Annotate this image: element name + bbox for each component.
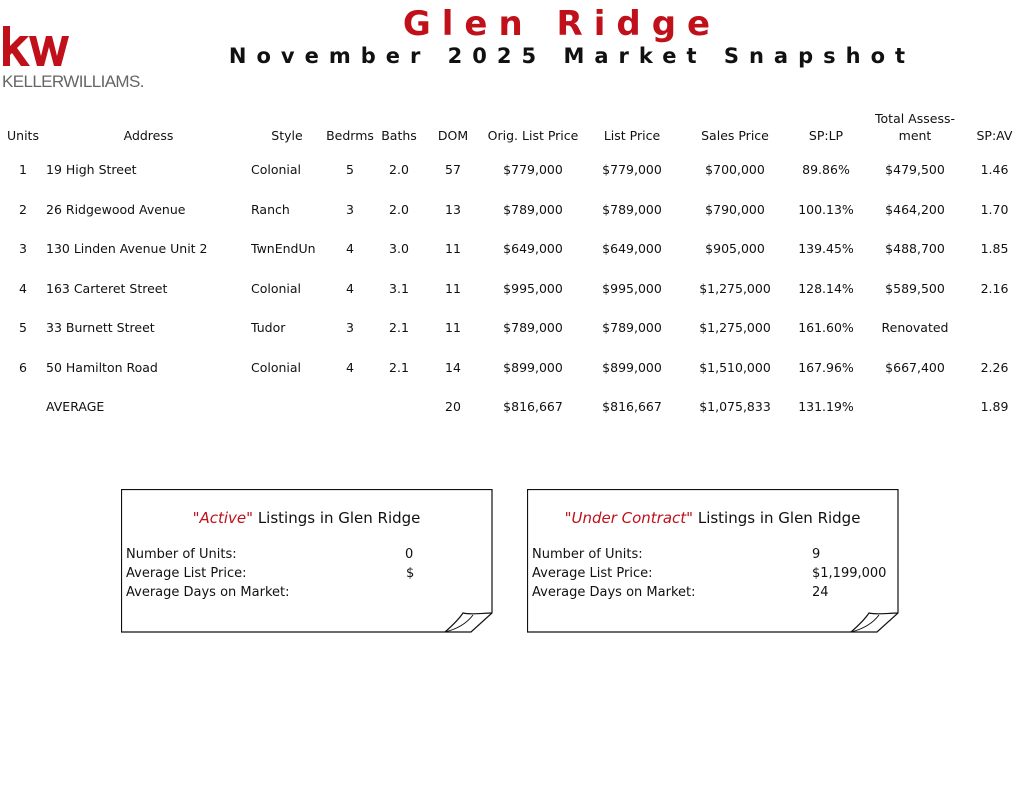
cell-orig-list-price: $816,667 <box>503 399 563 415</box>
cell-address: 26 Ridgewood Avenue <box>46 201 186 217</box>
cell-total-assessment: $589,500 <box>885 280 945 296</box>
cell-sales-price: $790,000 <box>705 201 765 217</box>
active-avg-dom-label: Average Days on Market: <box>126 585 290 600</box>
cell-sales-price: $1,275,000 <box>699 320 771 336</box>
cell-baths: 2.0 <box>389 162 409 178</box>
contract-avg-price-label: Average List Price: <box>532 566 653 581</box>
cell-total-assessment: Renovated <box>881 320 949 336</box>
table-header-row <box>0 94 1024 150</box>
cell-dom: 20 <box>445 399 461 415</box>
logo-wordmark: KELLERWILLIAMS. <box>2 72 144 91</box>
cell-orig-list-price: $789,000 <box>503 201 563 217</box>
cell-style: TwnEndUn <box>251 241 316 257</box>
active-box-title: "Active" Listings in Glen Ridge <box>192 509 421 527</box>
cell-units: 5 <box>19 320 27 336</box>
table-row <box>0 348 1024 388</box>
cell-sp-av: 1.46 <box>980 162 1009 178</box>
cell-sp-av: 2.16 <box>980 280 1009 296</box>
cell-sp-av <box>965 308 1024 348</box>
cell-sales-price: $905,000 <box>705 241 765 257</box>
cell-bedrooms: 3 <box>346 320 354 336</box>
contract-avg-dom-label: Average Days on Market: <box>532 585 696 600</box>
cell-units: 6 <box>19 359 27 375</box>
cell-bedrooms: 4 <box>346 280 354 296</box>
cell-bedrooms: 3 <box>346 201 354 217</box>
active-avg-price-value: $ <box>406 566 415 581</box>
cell-bedrooms: 4 <box>346 359 354 375</box>
active-units-value: 0 <box>405 547 414 562</box>
cell-list-price: $995,000 <box>602 280 662 296</box>
cell-total-assessment: $464,200 <box>885 201 945 217</box>
cell-baths: 3.1 <box>389 280 409 296</box>
contract-avg-dom-value: 24 <box>812 585 829 600</box>
cell-style: Ranch <box>251 201 290 217</box>
cell-dom: 13 <box>445 201 461 217</box>
column-header-address: Address <box>123 128 174 143</box>
cell-units <box>0 387 46 427</box>
cell-dom: 14 <box>445 359 461 375</box>
cell-bedrooms <box>323 387 377 427</box>
table-row <box>0 150 1024 190</box>
cell-units: 4 <box>19 280 27 296</box>
cell-baths: 3.0 <box>389 241 409 257</box>
cell-sp-av: 1.70 <box>980 201 1009 217</box>
cell-baths: 2.1 <box>389 320 409 336</box>
cell-sp-lp: 139.45% <box>798 241 854 257</box>
cell-address: 33 Burnett Street <box>46 320 155 336</box>
column-header-dom: DOM <box>437 128 469 143</box>
cell-dom: 57 <box>445 162 461 178</box>
column-header-sales-price: Sales Price <box>701 128 769 143</box>
cell-list-price: $816,667 <box>602 399 662 415</box>
contract-avg-price-value: $1,199,000 <box>812 566 887 581</box>
cell-total-assessment: $479,500 <box>885 162 945 178</box>
cell-sales-price: $1,510,000 <box>699 359 771 375</box>
cell-orig-list-price: $649,000 <box>503 241 563 257</box>
cell-total-assessment: $667,400 <box>885 359 945 375</box>
page-title: Glen Ridge <box>402 4 722 44</box>
table-row <box>0 308 1024 348</box>
cell-orig-list-price: $995,000 <box>503 280 563 296</box>
contract-units-value: 9 <box>812 547 821 562</box>
column-header-sp-av: SP:AV <box>976 128 1013 143</box>
page-subtitle: November 2025 Market Snapshot <box>228 44 916 68</box>
cell-list-price: $779,000 <box>602 162 662 178</box>
cell-sales-price: $1,275,000 <box>699 280 771 296</box>
cell-style: Colonial <box>251 359 302 375</box>
cell-style: Colonial <box>251 280 302 296</box>
average-row <box>0 387 1024 427</box>
table-row <box>0 190 1024 230</box>
cell-sp-lp: 89.86% <box>802 162 850 178</box>
cell-address: 50 Hamilton Road <box>46 359 158 375</box>
cell-bedrooms: 4 <box>346 241 354 257</box>
cell-orig-list-price: $779,000 <box>503 162 563 178</box>
cell-baths: 2.1 <box>389 359 409 375</box>
cell-units: 2 <box>19 201 27 217</box>
column-header-units: Units <box>7 128 39 143</box>
cell-orig-list-price: $899,000 <box>503 359 563 375</box>
column-header-list-price: List Price <box>603 128 661 143</box>
contract-box-title: "Under Contract" Listings in Glen Ridge <box>564 509 861 527</box>
cell-dom: 11 <box>445 280 461 296</box>
cell-units: 3 <box>19 241 27 257</box>
under-contract-box <box>527 489 898 632</box>
cell-style <box>251 387 323 427</box>
cell-sp-av: 2.26 <box>980 359 1009 375</box>
cell-list-price: $789,000 <box>602 320 662 336</box>
cell-list-price: $649,000 <box>602 241 662 257</box>
table-row <box>0 269 1024 309</box>
cell-bedrooms: 5 <box>346 162 354 178</box>
cell-dom: 11 <box>445 320 461 336</box>
cell-address: 130 Linden Avenue Unit 2 <box>46 241 208 257</box>
cell-sp-lp: 100.13% <box>798 201 854 217</box>
active-avg-price-label: Average List Price: <box>126 566 247 581</box>
cell-address: 163 Carteret Street <box>46 280 168 296</box>
cell-sales-price: $1,075,833 <box>699 399 771 415</box>
cell-sp-lp: 131.19% <box>798 399 854 415</box>
cell-units: 1 <box>19 162 27 178</box>
active-listings-box <box>121 489 492 632</box>
column-header-style: Style <box>271 128 303 143</box>
cell-total-assessment: $488,700 <box>885 241 945 257</box>
cell-address: 19 High Street <box>46 162 137 178</box>
cell-dom: 11 <box>445 241 461 257</box>
sales-table <box>0 94 1024 427</box>
cell-sp-lp: 161.60% <box>798 320 854 336</box>
cell-sp-av: 1.89 <box>980 399 1009 415</box>
cell-sp-lp: 167.96% <box>798 359 854 375</box>
cell-sp-lp: 128.14% <box>798 280 854 296</box>
cell-total-assessment <box>865 387 965 427</box>
cell-sp-av: 1.85 <box>980 241 1009 257</box>
cell-style: Tudor <box>251 320 286 336</box>
active-units-label: Number of Units: <box>126 547 237 562</box>
column-header-sp-lp: SP:LP <box>808 128 844 143</box>
table-row <box>0 229 1024 269</box>
cell-baths <box>377 387 421 427</box>
cell-baths: 2.0 <box>389 201 409 217</box>
cell-style: Colonial <box>251 162 302 178</box>
cell-list-price: $899,000 <box>602 359 662 375</box>
cell-address: AVERAGE <box>46 399 105 415</box>
cell-list-price: $789,000 <box>602 201 662 217</box>
column-header-bedrooms: Bedrms <box>326 128 374 143</box>
column-header-total-assessment: Total Assess- ment <box>875 111 955 143</box>
cell-sales-price: $700,000 <box>705 162 765 178</box>
column-header-orig-list-price: Orig. List Price <box>487 128 579 143</box>
column-header-baths: Baths <box>381 128 417 143</box>
cell-orig-list-price: $789,000 <box>503 320 563 336</box>
contract-units-label: Number of Units: <box>532 547 643 562</box>
